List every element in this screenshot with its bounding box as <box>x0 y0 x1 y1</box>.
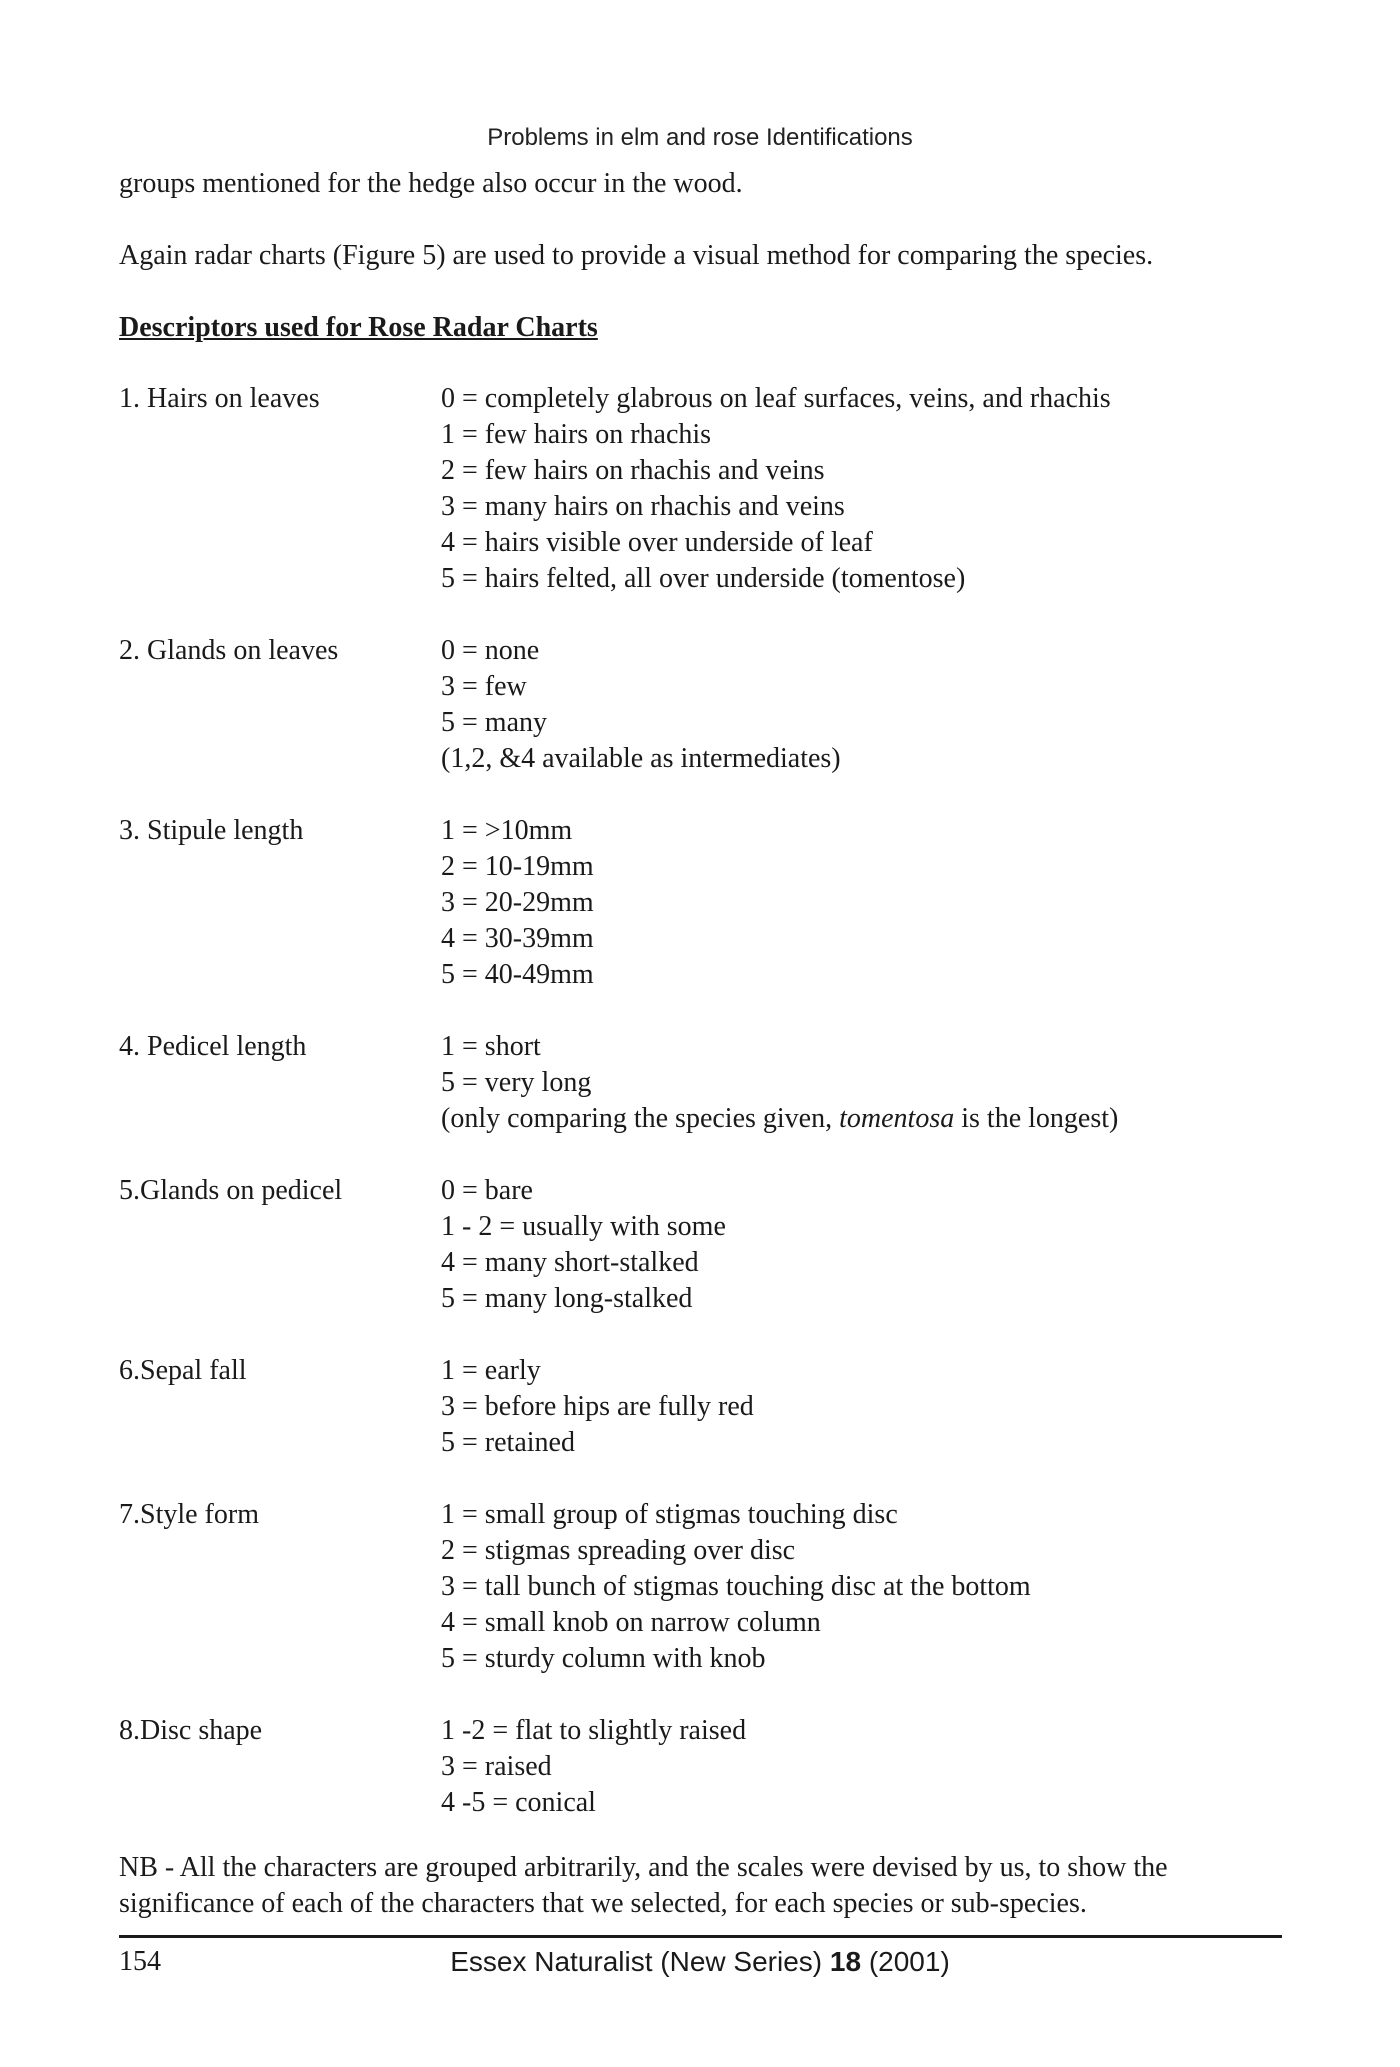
scale-note <box>441 1101 1299 1137</box>
descriptor-scale <box>441 813 1299 993</box>
scale-line: 5 = very long <box>441 1067 592 1098</box>
journal-name: Essex Naturalist (New Series) <box>450 1946 830 1977</box>
scale-line: (1,2, &4 available as intermediates) <box>441 743 841 774</box>
scale-line: 1 = >10mm <box>441 815 573 846</box>
nb-note: NB - All the characters are grouped arbitrarily, and the scales were devised by us, to show the significance of each of the characters that we selected, for each species or sub-species. <box>119 1852 1168 1919</box>
descriptor-label: 5.Glands on pedicel <box>119 1175 343 1206</box>
scale-line: 1 = short <box>441 1031 541 1062</box>
descriptor-hairs-on-leaves <box>119 381 1299 597</box>
scale-line: 5 = sturdy column with knob <box>441 1643 766 1674</box>
scale-line: 2 = 10-19mm <box>441 851 594 882</box>
scale-line: 1 = few hairs on rhachis <box>441 419 712 450</box>
scale-line: 0 = completely glabrous on leaf surfaces, veins, and rhachis <box>441 383 1111 414</box>
descriptor-glands-on-leaves <box>119 633 1299 777</box>
descriptor-list <box>119 381 1299 1857</box>
scale-line: 2 = few hairs on rhachis and veins <box>441 455 825 486</box>
scale-line: 1 - 2 = usually with some <box>441 1211 726 1242</box>
descriptor-label: 6.Sepal fall <box>119 1355 247 1386</box>
scale-line: 0 = bare <box>441 1175 533 1206</box>
scale-line: 3 = many hairs on rhachis and veins <box>441 491 845 522</box>
descriptor-scale <box>441 1173 1299 1317</box>
descriptor-style-form <box>119 1497 1299 1677</box>
scale-line: 4 = hairs visible over underside of leaf <box>441 527 873 558</box>
descriptor-label: 8.Disc shape <box>119 1715 263 1746</box>
descriptor-label: 1. Hairs on leaves <box>119 383 320 414</box>
page-number: 154 <box>119 1946 161 1977</box>
journal-volume: 18 <box>829 1946 862 1977</box>
journal-year: (2001) <box>861 1946 950 1977</box>
scale-line: 5 = retained <box>441 1427 575 1458</box>
scale-line: 4 = small knob on narrow column <box>441 1607 821 1638</box>
scale-line: 4 = many short-stalked <box>441 1247 699 1278</box>
running-head: Problems in elm and rose Identifications <box>487 124 913 151</box>
scale-line: 1 = small group of stigmas touching disc <box>441 1499 898 1530</box>
scale-line: 5 = many <box>441 707 547 738</box>
scale-line: 3 = raised <box>441 1751 552 1782</box>
descriptor-glands-on-pedicel <box>119 1173 1299 1317</box>
scale-note-text: (only comparing the species given, <box>441 1103 840 1134</box>
descriptor-scale <box>441 633 1299 777</box>
scale-line: 3 = before hips are fully red <box>441 1391 754 1422</box>
descriptor-pedicel-length <box>119 1029 1299 1137</box>
scale-line: 3 = few <box>441 671 527 702</box>
scale-line: 4 -5 = conical <box>441 1787 596 1818</box>
journal-citation <box>0 1946 1400 1978</box>
descriptor-label: 3. Stipule length <box>119 815 304 846</box>
descriptor-sepal-fall <box>119 1353 1299 1461</box>
scale-line: 5 = 40-49mm <box>441 959 594 990</box>
scale-line: 2 = stigmas spreading over disc <box>441 1535 796 1566</box>
scale-line: 0 = none <box>441 635 540 666</box>
scale-line: 1 = early <box>441 1355 541 1386</box>
paragraph-continuation: groups mentioned for the hedge also occur in the wood. <box>119 168 743 199</box>
descriptor-label: 7.Style form <box>119 1499 259 1530</box>
descriptor-scale <box>441 381 1299 597</box>
paragraph-radar-intro: Again radar charts (Figure 5) are used to provide a visual method for comparing the species. <box>119 240 1154 271</box>
descriptor-scale <box>441 1353 1299 1461</box>
scale-note-text: is the longest) <box>954 1103 1119 1134</box>
section-heading: Descriptors used for Rose Radar Charts <box>119 312 598 343</box>
descriptor-stipule-length <box>119 813 1299 993</box>
footer-rule <box>119 1935 1282 1938</box>
scale-line: 5 = hairs felted, all over underside (tomentose) <box>441 563 966 594</box>
descriptor-scale <box>441 1029 1299 1137</box>
descriptor-label: 2. Glands on leaves <box>119 635 339 666</box>
descriptor-label: 4. Pedicel length <box>119 1031 307 1062</box>
scale-line: 3 = 20-29mm <box>441 887 594 918</box>
descriptor-scale <box>441 1713 1299 1821</box>
scale-line: 4 = 30-39mm <box>441 923 594 954</box>
descriptor-scale <box>441 1497 1299 1677</box>
descriptor-disc-shape <box>119 1713 1299 1821</box>
species-name: tomentosa <box>839 1103 955 1134</box>
scale-line: 5 = many long-stalked <box>441 1283 693 1314</box>
scale-line: 3 = tall bunch of stigmas touching disc at the bottom <box>441 1571 1031 1602</box>
scale-line: 1 -2 = flat to slightly raised <box>441 1715 747 1746</box>
